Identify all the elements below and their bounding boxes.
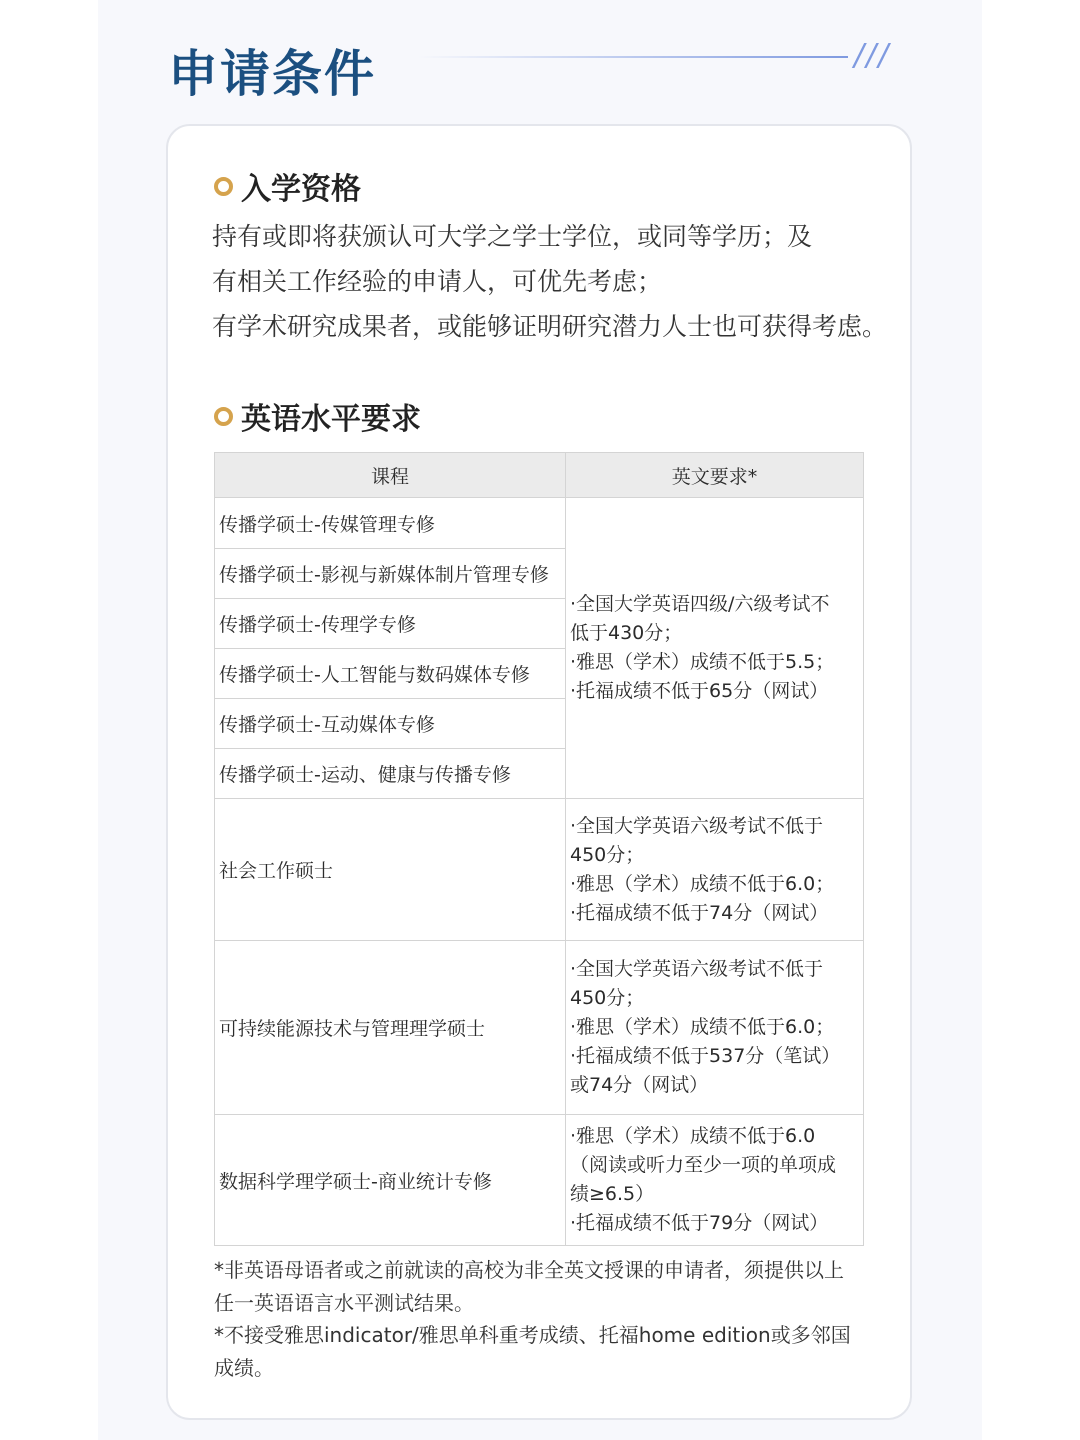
eligibility-line: 有学术研究成果者，或能够证明研究潜力人士也可获得考虑。 [212,312,888,341]
column-header-course: 课程 [215,453,566,498]
column-header-requirement: 英文要求* [566,453,864,498]
course-cell: 传播学硕士-人工智能与数码媒体专修 [215,649,566,699]
course-cell: 传播学硕士-互动媒体专修 [215,699,566,749]
requirement-line: 绩≥6.5） [570,1183,655,1205]
page-header [168,28,908,103]
circle-bullet-icon [214,177,233,196]
footnote-line: *不接受雅思indicator/雅思单科重考成绩、托福home edition或多邻国 [214,1323,851,1347]
header-slashes: /// [854,38,891,73]
eligibility-line: 有相关工作经验的申请人，可优先考虑； [212,267,663,296]
english-requirements-table [214,452,864,1246]
course-cell: 数据科学理学硕士-商业统计专修 [215,1115,566,1246]
eligibility-text [212,214,902,349]
header-divider-line [418,56,848,58]
footnote-line: 成绩。 [214,1355,274,1380]
content-card [166,124,912,1420]
footnotes [214,1254,874,1384]
requirement-line: ·全国大学英语六级考试不低于 [570,958,824,980]
requirement-line: 低于430分； [570,622,683,644]
requirement-line: ·托福成绩不低于79分（网试） [570,1212,829,1234]
eligibility-heading [214,164,361,208]
requirement-line: ·托福成绩不低于65分（网试） [570,680,829,702]
requirement-line: 或74分（网试） [570,1074,709,1096]
table-row [215,941,864,1115]
requirement-cell [566,1115,864,1246]
requirement-cell [566,498,864,799]
course-cell: 传播学硕士-传理学专修 [215,599,566,649]
requirement-line: ·雅思（学术）成绩不低于5.5； [570,651,835,673]
footnote-line: 任一英语语言水平测试结果。 [214,1290,474,1315]
table-header-row [215,453,864,498]
eligibility-line: 持有或即将获颁认可大学之学士学位，或同等学历；及 [212,222,813,251]
requirement-line: 450分； [570,843,645,866]
requirement-cell [566,941,864,1115]
requirement-line: ·雅思（学术）成绩不低于6.0； [570,872,835,895]
requirement-line: ·全国大学英语四级/六级考试不 [570,593,830,615]
footnote-line: *非英语母语者或之前就读的高校为非全英文授课的申请者，须提供以上 [214,1258,844,1282]
requirement-line: ·雅思（学术）成绩不低于6.0； [570,1016,835,1038]
requirement-line: （阅读或听力至少一项的单项成 [570,1154,837,1176]
requirement-cell [566,799,864,941]
requirement-line: 450分； [570,987,645,1009]
course-cell: 社会工作硕士 [215,799,566,941]
page-title: 申请条件 [168,45,376,103]
table-row [215,799,864,941]
course-cell: 传播学硕士-传媒管理专修 [215,498,566,549]
table-row [215,498,864,549]
requirement-line: ·托福成绩不低于537分（笔试） [570,1045,841,1067]
english-heading [214,394,421,438]
circle-bullet-icon [214,407,233,426]
table-row [215,1115,864,1246]
requirement-line: ·托福成绩不低于74分（网试） [570,901,829,924]
requirement-line: ·全国大学英语六级考试不低于 [570,814,824,837]
course-cell: 可持续能源技术与管理理学硕士 [215,941,566,1115]
requirement-line: ·雅思（学术）成绩不低于6.0 [570,1125,816,1147]
english-title: 英语水平要求 [241,402,421,437]
eligibility-title: 入学资格 [241,172,361,207]
course-cell: 传播学硕士-运动、健康与传播专修 [215,749,566,799]
course-cell: 传播学硕士-影视与新媒体制片管理专修 [215,549,566,599]
